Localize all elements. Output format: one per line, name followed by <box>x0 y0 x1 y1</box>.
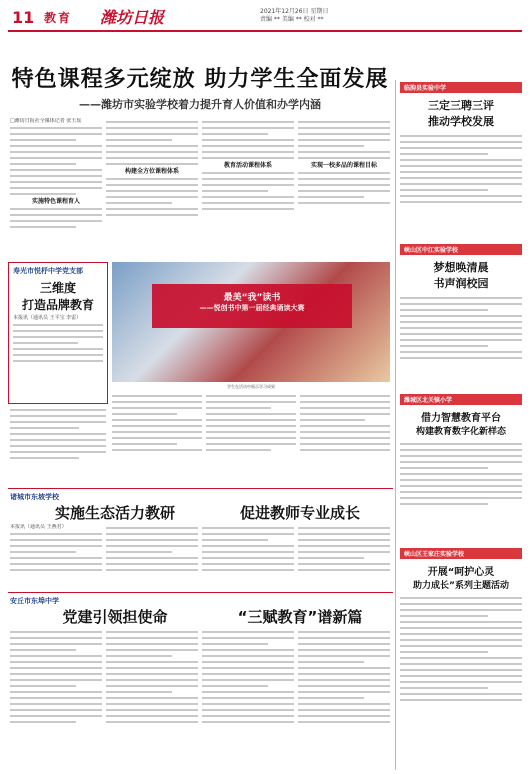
photo-banner-line-2: ——悦创书中第一届经典诵读大赛 <box>152 303 352 313</box>
mid-article-col-3 <box>300 392 390 482</box>
bottom-story-2-col-4 <box>298 628 390 768</box>
main-article-col-2 <box>106 118 198 256</box>
sidebar-story-1-label: 临朐县实验中学 <box>400 82 522 93</box>
sidebar-story-2-headline-2: 书声润校园 <box>433 277 489 290</box>
editor-line: 责编 ** 美编 ** 校对 ** <box>260 16 324 23</box>
sidebar-story-3-headline-2: 构建教育数字化新样态 <box>415 427 506 437</box>
bottom-story-1-col-4 <box>298 524 390 586</box>
main-byline: □潍坊日报社全媒体记者 张玉瑶 <box>10 118 82 124</box>
bottom-story-1-col-3 <box>202 524 294 586</box>
bottom-story-2-headline-b: “三赋教育”谱新篇 <box>237 608 363 626</box>
main-article-col-3 <box>202 118 294 256</box>
left-story-headline-1: 三维度 <box>39 281 76 295</box>
sidebar-story-4 <box>400 548 522 774</box>
sidebar-story-2 <box>400 244 522 392</box>
bottom-story-1-col-1 <box>10 524 102 586</box>
bottom-story-2-col-1 <box>10 628 102 768</box>
main-subhead-1: 实施特色课程育人 <box>31 198 80 205</box>
photo-caption: 学生在活动中展示学习成果 <box>227 384 275 389</box>
bottom-story-1-byline: 本报讯（通讯员 王燕君） <box>10 524 67 530</box>
sidebar-story-4-body <box>400 594 522 774</box>
sidebar-story-1-body <box>400 132 522 240</box>
sidebar-story-2-headline-1: 梦想唤清晨 <box>433 261 489 274</box>
bottom-story-2-headline-a: 党建引领担使命 <box>62 608 168 626</box>
main-photo <box>112 262 390 382</box>
sidebar-story-2-body <box>400 294 522 392</box>
main-subheadline: ——潍坊市实验学校着力提升育人价值和办学内涵 <box>79 98 321 111</box>
left-story-continued <box>10 406 106 482</box>
left-story-headline-2: 打造品牌教育 <box>21 298 94 312</box>
bottom-story-2-kicker: 安丘市东埠中学 <box>10 597 59 605</box>
main-article-col-1 <box>10 118 102 256</box>
main-headline: 特色课程多元绽放 助力学生全面发展 <box>11 67 389 92</box>
sidebar-divider <box>395 80 396 770</box>
sidebar-story-4-headline-1: 开展“呵护心灵 <box>427 567 495 578</box>
bottom-story-2-col-3 <box>202 628 294 768</box>
sidebar-story-4-headline-2: 助力成长”系列主题活动 <box>413 581 509 591</box>
sidebar-story-1 <box>400 82 522 240</box>
issue-date: 2021年12月26日 星期日 <box>260 8 329 15</box>
newspaper-logo: 潍坊日报 <box>100 8 165 27</box>
bottom-story-2-col-2 <box>106 628 198 768</box>
left-story-byline: 本报讯（通讯员 王平宝 李雷） <box>13 315 82 321</box>
left-story-kicker: 寿光市悦杼中学党支部 <box>13 267 83 275</box>
photo-banner-line-1: 最美“我”读书 <box>152 284 352 303</box>
section-rule <box>8 488 393 489</box>
sidebar-story-3 <box>400 394 522 538</box>
dateline <box>260 8 328 24</box>
section-label: 教育 <box>44 11 73 25</box>
main-article-col-4 <box>298 118 390 256</box>
main-subhead-4: 实现一校多品的课程目标 <box>310 162 377 169</box>
sidebar-story-3-label: 潍城区北关镇小学 <box>400 394 522 405</box>
main-subhead-2: 构建全方位课程体系 <box>124 168 179 175</box>
photo-stage-banner <box>152 284 352 328</box>
left-story-body <box>9 313 107 393</box>
sidebar-story-2-label: 峡山区中江实验学校 <box>400 244 522 255</box>
bottom-story-1-headline-a: 实施生态活力教研 <box>54 504 175 522</box>
left-story-box <box>8 262 108 404</box>
sidebar-story-4-label: 峡山区王家庄实验学校 <box>400 548 522 559</box>
sidebar-story-1-headline-2: 推动学校发展 <box>428 115 494 128</box>
mid-article-col-2 <box>206 392 296 482</box>
sidebar-story-3-headline-1: 借力智慧教育平台 <box>421 413 501 424</box>
sidebar-story-1-headline-1: 三定三聘三评 <box>428 99 494 112</box>
masthead-rule <box>8 30 522 32</box>
main-subhead-3: 教育活动课程体系 <box>223 162 272 169</box>
bottom-story-1-kicker: 诸城市东坡学校 <box>10 493 59 501</box>
mid-article-col-1 <box>112 392 202 482</box>
bottom-story-1-headline-b: 促进教师专业成长 <box>239 504 360 522</box>
section-rule-2 <box>8 592 393 593</box>
page-number: 11 <box>12 8 35 27</box>
sidebar-story-3-body <box>400 440 522 538</box>
bottom-story-1-col-2 <box>106 524 198 586</box>
